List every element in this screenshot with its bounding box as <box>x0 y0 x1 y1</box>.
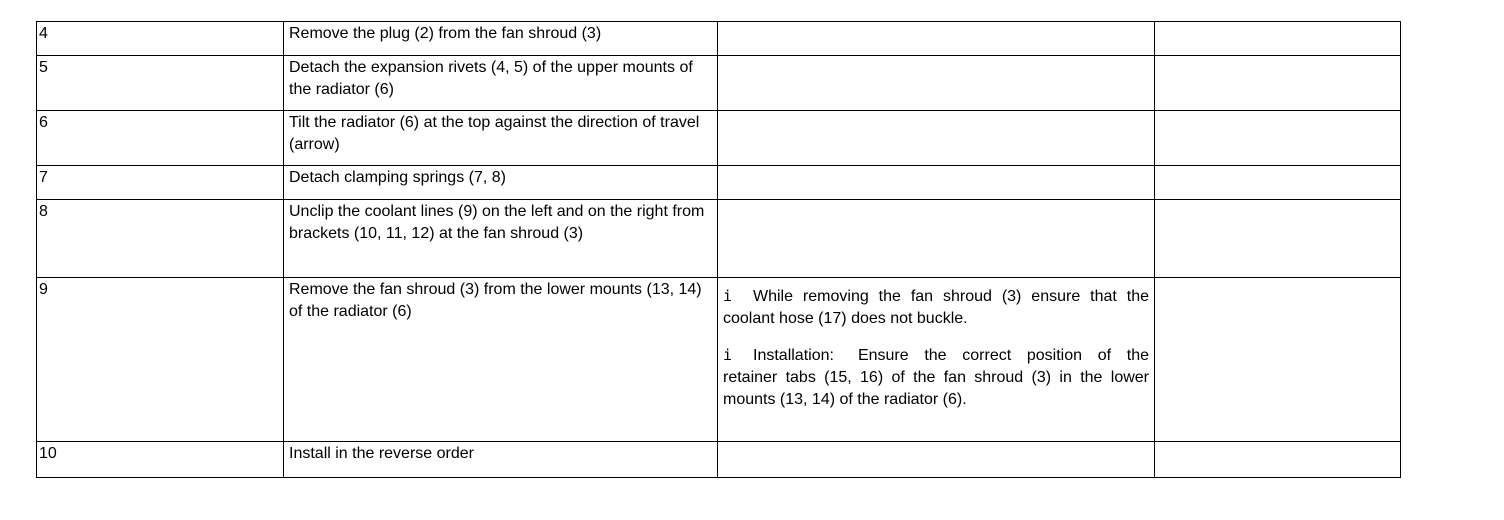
table-row <box>37 111 1401 166</box>
step-notes <box>718 111 1155 166</box>
step-extra <box>1155 22 1401 56</box>
step-number: 8 <box>37 200 284 278</box>
step-action: Install in the reverse order <box>284 442 718 478</box>
step-notes <box>718 200 1155 278</box>
info-icon: i <box>723 287 733 305</box>
info-icon: i <box>723 346 733 364</box>
note-lead: Installation: <box>753 347 834 364</box>
step-action: Detach clamping springs (7, 8) <box>284 166 718 200</box>
step-notes <box>718 166 1155 200</box>
table-row <box>37 200 1401 278</box>
procedure-table <box>36 21 1401 478</box>
step-notes <box>718 22 1155 56</box>
info-note <box>723 285 1149 330</box>
table-row <box>37 22 1401 56</box>
table-row <box>37 278 1401 442</box>
step-extra <box>1155 442 1401 478</box>
step-number: 4 <box>37 22 284 56</box>
step-extra <box>1155 111 1401 166</box>
info-note <box>723 344 1149 411</box>
step-number: 10 <box>37 442 284 478</box>
step-action: Remove the fan shroud (3) from the lower mounts (13, 14) of the radiator (6) <box>284 278 718 442</box>
step-notes <box>718 278 1155 442</box>
step-action: Unclip the coolant lines (9) on the left and on the right from brackets (10, 11, 12) at the fan shroud (3) <box>284 200 718 278</box>
step-action: Detach the expansion rivets (4, 5) of the upper mounts of the radiator (6) <box>284 56 718 111</box>
note-text: Ensure the correct position of the retainer tabs (15, 16) of the fan shroud (3) in the lower mounts (13, 14) of the radiator (6). <box>723 347 1149 408</box>
table-row <box>37 56 1401 111</box>
step-extra <box>1155 56 1401 111</box>
step-extra <box>1155 278 1401 442</box>
step-action: Tilt the radiator (6) at the top against the direction of travel (arrow) <box>284 111 718 166</box>
step-notes <box>718 56 1155 111</box>
step-extra <box>1155 200 1401 278</box>
step-notes <box>718 442 1155 478</box>
note-text: While removing the fan shroud (3) ensure that the coolant hose (17) does not buckle. <box>723 288 1149 327</box>
table-row <box>37 166 1401 200</box>
step-number: 9 <box>37 278 284 442</box>
step-number: 5 <box>37 56 284 111</box>
step-action: Remove the plug (2) from the fan shroud (3) <box>284 22 718 56</box>
step-number: 6 <box>37 111 284 166</box>
step-number: 7 <box>37 166 284 200</box>
table-row <box>37 442 1401 478</box>
step-extra <box>1155 166 1401 200</box>
